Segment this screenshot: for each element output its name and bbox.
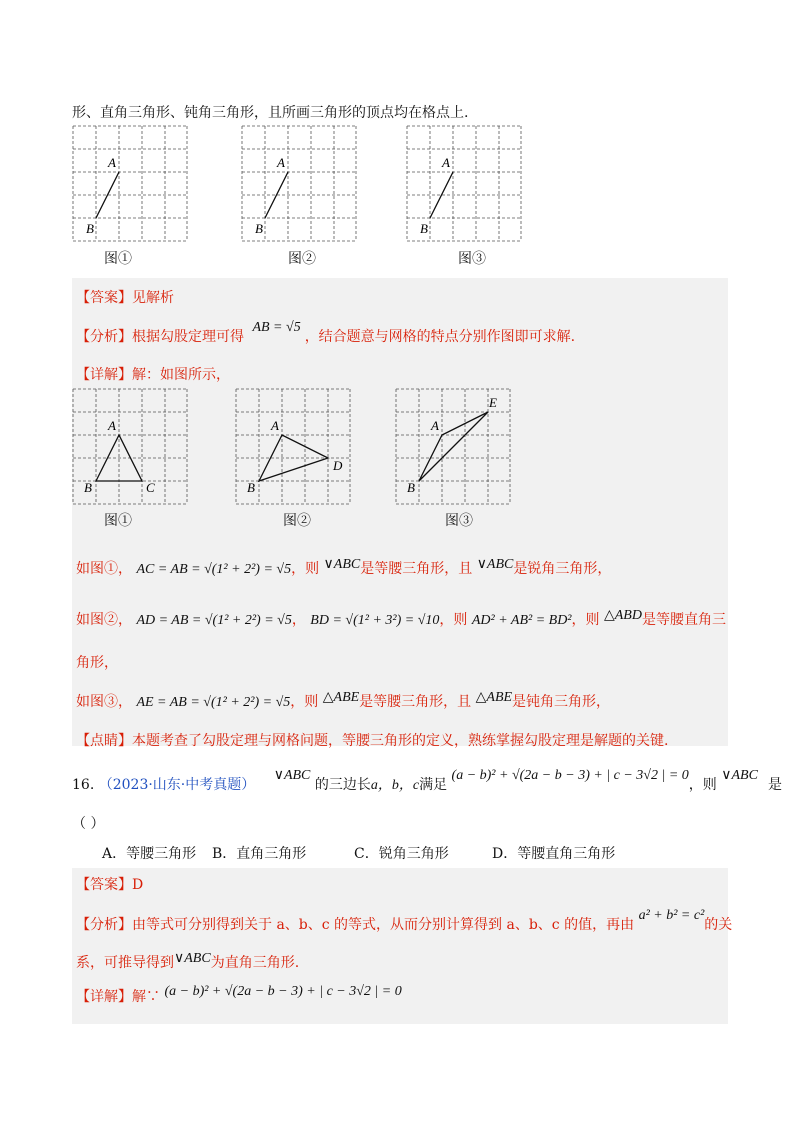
q16-condition: (a − b)² + √(2a − b − 3) + | c − 3√2 | = 0 — [451, 768, 689, 783]
figure-top-2-caption: 图② — [288, 251, 316, 267]
case1-text3: 是锐角三角形， — [513, 561, 612, 577]
figure-bottom-1 — [72, 388, 188, 510]
comment-15 — [76, 730, 668, 750]
q16-option-d: D．等腰直角三角形 — [492, 846, 616, 862]
case2-text3: 是等腰直角三 — [641, 612, 726, 628]
analysis16-text1: 由等式可分别得到关于 a、b、c 的等式，从而分别计算得到 a、b、c 的值，再由 — [132, 917, 635, 933]
case2-text1: ，则 — [439, 612, 468, 628]
answer-tag: 【答案】 — [76, 290, 132, 306]
case3-text1: ，则 — [290, 694, 319, 710]
case2-prefix: 如图②， — [76, 612, 132, 628]
figure-bottom-1-caption: 图① — [104, 513, 132, 529]
case3-triangle2: △ABE — [475, 690, 513, 705]
grid-figure-3 — [406, 125, 522, 243]
detail-15 — [76, 364, 230, 384]
figure-bottom-3-caption: 图③ — [445, 513, 473, 529]
detail-16 — [76, 986, 402, 1006]
figure-top-2 — [241, 125, 357, 247]
grid-figure-2 — [241, 125, 357, 243]
answer-15 — [76, 287, 174, 307]
case3-text3: 是钝角三角形， — [512, 694, 611, 710]
question-16 — [72, 768, 782, 794]
label-B: B — [247, 480, 255, 495]
label-A: A — [108, 418, 116, 433]
grid-figure-bottom-2 — [235, 388, 351, 506]
analysis16-line2a: 系，可推导得到 — [76, 955, 174, 971]
answer16-tag: 【答案】 — [76, 877, 132, 893]
detail-text: 解：如图所示， — [132, 367, 230, 383]
q16-text2: 满足 — [419, 777, 448, 793]
q16-vars: a，b，c — [370, 778, 420, 793]
grid-figure-bottom-3 — [395, 388, 511, 506]
analysis-16 — [76, 908, 733, 934]
grid-figure-1 — [72, 125, 188, 243]
case2-formula3: AD² + AB² = BD² — [471, 613, 572, 628]
detail16-formula: (a − b)² + √(2a − b − 3) + | c − 3√2 | = 0 — [164, 984, 402, 999]
q16-triangle: ∨ABC — [273, 768, 311, 783]
answer-text: 见解析 — [132, 290, 174, 306]
detail-tag: 【详解】 — [76, 367, 132, 383]
label-B: B — [84, 480, 92, 495]
case-1 — [76, 558, 611, 578]
case2-formula1: AD = AB = √(1² + 2²) = √5 — [136, 613, 292, 628]
q16-option-c: C．锐角三角形 — [354, 846, 449, 862]
case3-prefix: 如图③， — [76, 694, 132, 710]
analysis16-triangle: ∨ABC — [174, 951, 211, 966]
figure-bottom-3 — [395, 388, 511, 510]
q16-option-a: A．等腰三角形 — [102, 846, 197, 862]
figure-top-1 — [72, 125, 188, 247]
label-E: E — [489, 395, 497, 410]
case2-text2: ，则 — [571, 612, 600, 628]
case3-triangle: △ABE — [322, 690, 360, 705]
case3-formula: AE = AB = √(1² + 2²) = √5 — [136, 695, 291, 710]
figure-top-3-caption: 图③ — [458, 251, 486, 267]
case-2: 如图②， AD = AB = √(1² + 2²) = √5， BD = √(1² + 3²) = √10，则 AD² + AB² = BD²，则 △ABD是等腰直角三 — [76, 608, 726, 628]
analysis-formula: AB = √5 — [252, 320, 301, 335]
label-A: A — [431, 418, 439, 433]
figure-bottom-2-caption: 图② — [283, 513, 311, 529]
label-A: A — [277, 155, 285, 170]
case1-text2: 是等腰三角形，且 — [360, 561, 473, 577]
q16-text3: ，则 — [688, 777, 717, 793]
case2-continuation: 角形， — [76, 655, 118, 671]
comment-text: 本题考查了勾股定理与网格问题，等腰三角形的定义，熟练掌握勾股定理是解题的关键. — [132, 733, 669, 749]
grid-figure-bottom-1 — [72, 388, 188, 506]
label-C: C — [146, 480, 155, 495]
label-A: A — [442, 155, 450, 170]
label-B: B — [255, 221, 263, 236]
label-A: A — [108, 155, 116, 170]
analysis-text-after: ，结合题意与网格的特点分别作图即可求解. — [304, 329, 576, 345]
analysis16-tag: 【分析】 — [76, 917, 132, 933]
figure-bottom-2 — [235, 388, 351, 510]
analysis16-formula: a² + b² = c² — [638, 908, 705, 923]
analysis-tag: 【分析】 — [76, 329, 132, 345]
q16-text1: 的三边长 — [314, 777, 371, 793]
case1-formula: AC = AB = √(1² + 2²) = √5 — [136, 562, 292, 577]
q16-option-b: B．直角三角形 — [212, 846, 307, 862]
label-B: B — [407, 480, 415, 495]
detail16-text: 解∵ — [132, 989, 160, 1005]
case1-triangle2: ∨ABC — [476, 557, 514, 572]
figure-top-3 — [406, 125, 522, 247]
label-A: A — [271, 418, 279, 433]
case1-prefix: 如图①， — [76, 561, 132, 577]
analysis16-text2: 的关 — [704, 917, 733, 933]
q16-number: 16. — [72, 777, 95, 793]
label-B: B — [86, 221, 94, 236]
q16-source: （2023·山东·中考真题） — [98, 777, 256, 793]
detail16-tag: 【详解】 — [76, 989, 132, 1005]
analysis16-line2b: 为直角三角形. — [210, 955, 300, 971]
analysis-16-line2 — [76, 952, 299, 972]
intro-text: 形、直角三角形、钝角三角形，且所画三角形的顶点均在格点上. — [72, 105, 469, 121]
case2-triangle: △ABD — [603, 608, 642, 623]
figure-top-1-caption: 图① — [104, 251, 132, 267]
analysis-text-before: 根据勾股定理可得 — [132, 329, 244, 345]
label-D: D — [333, 458, 343, 473]
case1-text1: ，则 — [291, 561, 320, 577]
case3-text2: 是等腰三角形，且 — [359, 694, 472, 710]
q16-text4: 是 — [767, 777, 782, 793]
case-3 — [76, 691, 610, 711]
q16-triangle2: ∨ABC — [721, 768, 758, 783]
case2-formula2: BD = √(1² + 3²) = √10 — [310, 613, 440, 628]
q16-paren: （ ） — [72, 816, 105, 832]
answer16-text: D — [132, 877, 144, 893]
answer-16 — [76, 874, 143, 894]
comment-tag: 【点睛】 — [76, 733, 132, 749]
solution-panel-15 — [72, 278, 728, 746]
analysis-15 — [76, 320, 576, 346]
case1-triangle: ∨ABC — [323, 557, 361, 572]
label-B: B — [420, 221, 428, 236]
